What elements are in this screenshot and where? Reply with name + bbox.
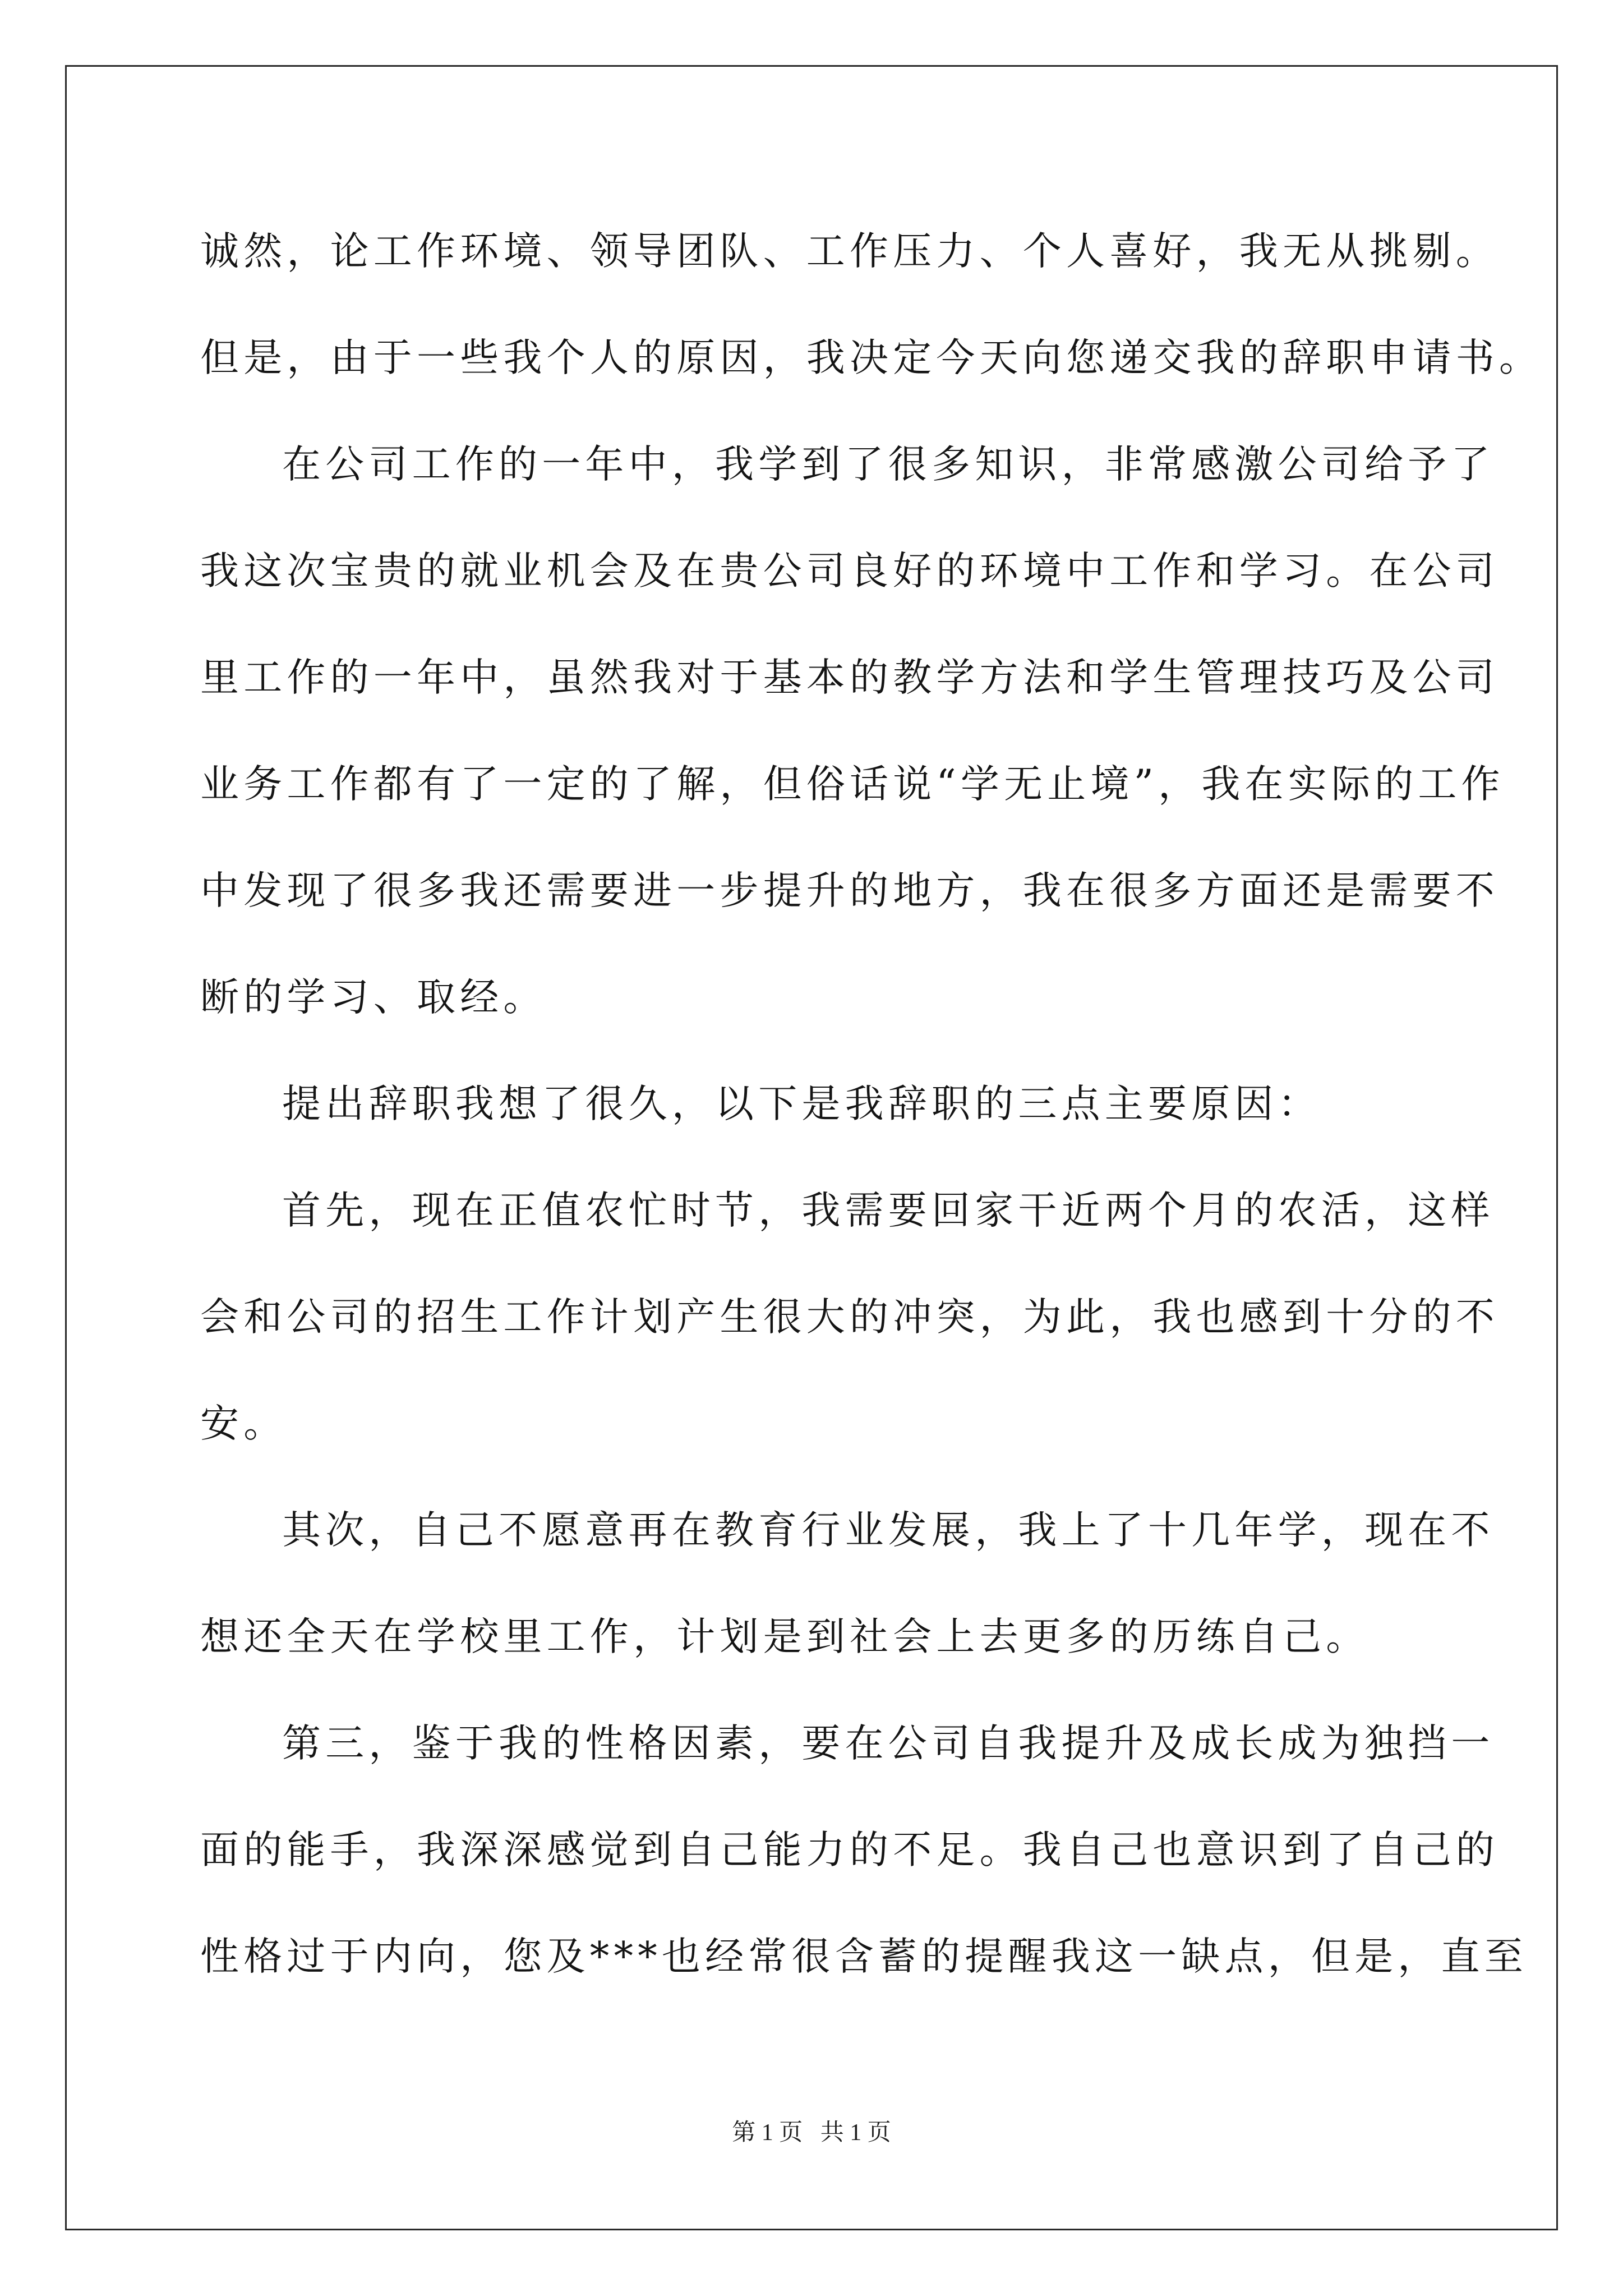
- text-line: 但是，由于一些我个人的原因，我决定今天向您递交我的辞职申请书。: [200, 335, 1543, 380]
- text-line: 安。: [200, 1401, 287, 1446]
- text-line: 里工作的一年中，虽然我对于基本的教学方法和学生管理技巧及公司: [200, 655, 1499, 700]
- text-line: 想还全天在学校里工作，计划是到社会上去更多的历练自己。: [200, 1614, 1370, 1659]
- page-border: [65, 65, 1558, 2230]
- text-line: 其次，自己不愿意再在教育行业发展，我上了十几年学，现在不: [282, 1508, 1495, 1553]
- text-line: 会和公司的招生工作计划产生很大的冲突，为此，我也感到十分的不: [200, 1295, 1499, 1340]
- text-line: 性格过于内向，您及***也经常很含蓄的提醒我这一缺点，但是，直至: [200, 1934, 1528, 1979]
- text-line: 提出辞职我想了很久，以下是我辞职的三点主要原因：: [282, 1082, 1321, 1126]
- text-line: 诚然，论工作环境、领导团队、工作压力、个人喜好，我无从挑剔。: [200, 229, 1499, 274]
- page-total: 共 1 页: [820, 2120, 891, 2146]
- text-line: 中发现了很多我还需要进一步提升的地方，我在很多方面还是需要不: [200, 868, 1499, 913]
- text-line: 首先，现在正值农忙时节，我需要回家干近两个月的农活，这样: [282, 1188, 1495, 1233]
- text-line: 业务工作都有了一定的了解，但俗话说“学无止境”，我在实际的工作: [200, 762, 1505, 807]
- text-line: 断的学习、取经。: [200, 975, 547, 1020]
- text-line: 第三，鉴于我的性格因素，要在公司自我提升及成长成为独挡一: [282, 1721, 1495, 1766]
- text-line: 在公司工作的一年中，我学到了很多知识，非常感激公司给予了: [282, 442, 1495, 487]
- text-line: 我这次宝贵的就业机会及在贵公司良好的环境中工作和学习。在公司: [200, 549, 1499, 593]
- page-footer: [0, 2118, 1623, 2147]
- page-number: 第 1 页: [732, 2120, 803, 2146]
- text-line: 面的能手，我深深感觉到自己能力的不足。我自己也意识到了自己的: [200, 1828, 1499, 1872]
